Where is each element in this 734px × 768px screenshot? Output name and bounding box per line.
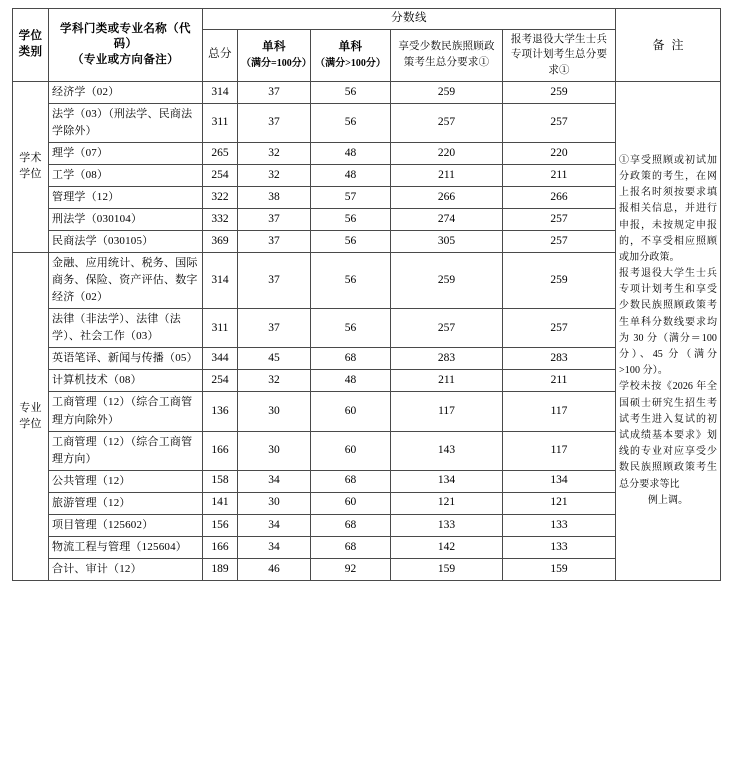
single-subject-gt100: 56 xyxy=(311,231,391,253)
minority-policy-total: 283 xyxy=(391,348,503,370)
single-subject-gt100: 68 xyxy=(311,536,391,558)
veteran-plan-total: 211 xyxy=(503,164,616,186)
degree-category-academic xyxy=(13,81,49,252)
header-row-top xyxy=(13,9,721,30)
header-subject-name-line2: （专业或方向备注） xyxy=(71,53,180,66)
total-score: 254 xyxy=(203,164,238,186)
minority-policy-total: 117 xyxy=(391,392,503,431)
header-degree-category xyxy=(13,9,49,82)
table-row xyxy=(13,536,721,558)
single-subject-eq100: 30 xyxy=(238,431,311,470)
table-row xyxy=(13,81,721,103)
total-score: 332 xyxy=(203,209,238,231)
table-row xyxy=(13,187,721,209)
single-subject-gt100: 60 xyxy=(311,392,391,431)
single-subject-eq100: 37 xyxy=(238,231,311,253)
subject-name: 工商管理（12）（综合工商管理方向除外） xyxy=(49,392,203,431)
degree-category-academic-line1: 学术 xyxy=(19,152,42,165)
single-subject-gt100: 68 xyxy=(311,470,391,492)
subject-name: 法学（03）（刑法学、民商法学除外） xyxy=(49,103,203,142)
veteran-plan-total: 134 xyxy=(503,470,616,492)
single-subject-gt100: 92 xyxy=(311,558,391,580)
veteran-plan-total: 117 xyxy=(503,392,616,431)
degree-category-professional-line2: 学位 xyxy=(19,417,42,430)
single-subject-eq100: 37 xyxy=(238,103,311,142)
remarks-body xyxy=(619,153,717,509)
veteran-plan-total: 283 xyxy=(503,348,616,370)
single-subject-eq100: 34 xyxy=(238,470,311,492)
table-row xyxy=(13,209,721,231)
header-degree-category-line1: 学位 xyxy=(18,30,43,43)
remarks-paragraph-4: 例上调。 xyxy=(647,494,689,506)
veteran-plan-total: 220 xyxy=(503,142,616,164)
header-single-subject-eq100-main: 单科 xyxy=(262,41,286,54)
table-row xyxy=(13,470,721,492)
total-score: 314 xyxy=(203,253,238,309)
table-row xyxy=(13,231,721,253)
table-row xyxy=(13,431,721,470)
remarks-paragraph-1: ①享受照顾或初试加分政策的考生，在网上报名时须按要求填报相关信息，并进行申报，未按规定申报的，不享受相应照顾或加分政策。 xyxy=(619,154,718,263)
table-row xyxy=(13,103,721,142)
minority-policy-total: 159 xyxy=(391,558,503,580)
subject-name: 合计、审计（12） xyxy=(49,558,203,580)
minority-policy-total: 257 xyxy=(391,103,503,142)
single-subject-gt100: 48 xyxy=(311,164,391,186)
veteran-plan-total: 117 xyxy=(503,431,616,470)
subject-name: 经济学（02） xyxy=(49,81,203,103)
total-score: 322 xyxy=(203,187,238,209)
subject-name: 工商管理（12）（综合工商管理方向） xyxy=(49,431,203,470)
single-subject-gt100: 68 xyxy=(311,348,391,370)
single-subject-eq100: 32 xyxy=(238,164,311,186)
minority-policy-total: 305 xyxy=(391,231,503,253)
veteran-plan-total: 159 xyxy=(503,558,616,580)
table-body xyxy=(13,81,721,580)
single-subject-eq100: 30 xyxy=(238,392,311,431)
veteran-plan-total: 257 xyxy=(503,231,616,253)
header-degree-category-line2: 类别 xyxy=(18,45,43,58)
minority-policy-total: 274 xyxy=(391,209,503,231)
degree-category-academic-line2: 学位 xyxy=(19,167,42,180)
table-header xyxy=(13,9,721,82)
score-line-table-container xyxy=(12,8,720,581)
minority-policy-total: 134 xyxy=(391,470,503,492)
single-subject-eq100: 32 xyxy=(238,142,311,164)
remarks-paragraph-2: 报考退役大学生士兵专项计划考生和享受少数民族照顾政策考生单科分数线要求均为 30 分（满分＝100 分）、45 分（满分>100 分）。 xyxy=(619,268,718,377)
total-score: 265 xyxy=(203,142,238,164)
veteran-plan-total: 133 xyxy=(503,514,616,536)
subject-name: 管理学（12） xyxy=(49,187,203,209)
header-single-subject-gt100-main: 单科 xyxy=(338,41,363,54)
total-score: 166 xyxy=(203,536,238,558)
header-subject-name xyxy=(49,9,203,82)
veteran-plan-total: 257 xyxy=(503,103,616,142)
header-single-subject-gt100-sub: （满分>100分） xyxy=(315,57,386,69)
header-minority-policy-total: 享受少数民族照顾政策考生总分要求① xyxy=(391,29,503,81)
header-total-score: 总分 xyxy=(203,29,238,81)
table-row xyxy=(13,142,721,164)
minority-policy-total: 133 xyxy=(391,514,503,536)
table-row xyxy=(13,309,721,348)
subject-name: 理学（07） xyxy=(49,142,203,164)
single-subject-gt100: 56 xyxy=(311,309,391,348)
total-score: 141 xyxy=(203,492,238,514)
total-score: 136 xyxy=(203,392,238,431)
single-subject-eq100: 38 xyxy=(238,187,311,209)
veteran-plan-total: 266 xyxy=(503,187,616,209)
minority-policy-total: 211 xyxy=(391,370,503,392)
degree-category-professional xyxy=(13,253,49,581)
minority-policy-total: 143 xyxy=(391,431,503,470)
single-subject-gt100: 48 xyxy=(311,370,391,392)
single-subject-eq100: 37 xyxy=(238,81,311,103)
single-subject-gt100: 56 xyxy=(311,209,391,231)
veteran-plan-total: 259 xyxy=(503,81,616,103)
subject-name: 物流工程与管理（125604） xyxy=(49,536,203,558)
minority-policy-total: 142 xyxy=(391,536,503,558)
subject-name: 法律（非法学）、法律（法学）、社会工作（03） xyxy=(49,309,203,348)
subject-name: 计算机技术（08） xyxy=(49,370,203,392)
single-subject-gt100: 60 xyxy=(311,492,391,514)
header-single-subject-eq100 xyxy=(238,29,311,81)
subject-name: 项目管理（125602） xyxy=(49,514,203,536)
total-score: 156 xyxy=(203,514,238,536)
single-subject-eq100: 37 xyxy=(238,253,311,309)
total-score: 189 xyxy=(203,558,238,580)
single-subject-gt100: 56 xyxy=(311,81,391,103)
single-subject-gt100: 48 xyxy=(311,142,391,164)
header-veteran-plan-total: 报考退役大学生士兵专项计划考生总分要求① xyxy=(503,29,616,81)
veteran-plan-total: 211 xyxy=(503,370,616,392)
admission-score-line-table xyxy=(12,8,721,581)
degree-category-professional-line1: 专业 xyxy=(19,401,42,414)
single-subject-eq100: 46 xyxy=(238,558,311,580)
subject-name: 公共管理（12） xyxy=(49,470,203,492)
minority-policy-total: 220 xyxy=(391,142,503,164)
total-score: 158 xyxy=(203,470,238,492)
subject-name: 旅游管理（12） xyxy=(49,492,203,514)
subject-name: 英语笔译、新闻与传播（05） xyxy=(49,348,203,370)
header-remarks: 备注 xyxy=(616,9,721,82)
minority-policy-total: 259 xyxy=(391,253,503,309)
veteran-plan-total: 133 xyxy=(503,536,616,558)
table-row xyxy=(13,164,721,186)
table-row xyxy=(13,370,721,392)
table-row xyxy=(13,514,721,536)
single-subject-eq100: 37 xyxy=(238,309,311,348)
single-subject-eq100: 34 xyxy=(238,514,311,536)
header-score-line-group: 分数线 xyxy=(203,9,616,30)
total-score: 166 xyxy=(203,431,238,470)
total-score: 369 xyxy=(203,231,238,253)
total-score: 254 xyxy=(203,370,238,392)
single-subject-eq100: 45 xyxy=(238,348,311,370)
table-row xyxy=(13,392,721,431)
single-subject-eq100: 37 xyxy=(238,209,311,231)
single-subject-gt100: 60 xyxy=(311,431,391,470)
table-row xyxy=(13,253,721,309)
single-subject-gt100: 57 xyxy=(311,187,391,209)
subject-name: 金融、应用统计、税务、国际商务、保险、资产评估、数字经济（02） xyxy=(49,253,203,309)
minority-policy-total: 257 xyxy=(391,309,503,348)
veteran-plan-total: 257 xyxy=(503,309,616,348)
remarks-paragraph-3: 学校未按《2026 年全国硕士研究生招生考试考生进入复试的初试成绩基本要求》划线的专业对应享受少数民族照顾政策考生总分要求等比 xyxy=(619,381,718,490)
minority-policy-total: 266 xyxy=(391,187,503,209)
subject-name: 工学（08） xyxy=(49,164,203,186)
veteran-plan-total: 121 xyxy=(503,492,616,514)
veteran-plan-total: 259 xyxy=(503,253,616,309)
minority-policy-total: 211 xyxy=(391,164,503,186)
single-subject-eq100: 34 xyxy=(238,536,311,558)
header-subject-name-line1: 学科门类或专业名称（代码） xyxy=(60,22,191,51)
single-subject-gt100: 68 xyxy=(311,514,391,536)
total-score: 314 xyxy=(203,81,238,103)
total-score: 344 xyxy=(203,348,238,370)
single-subject-eq100: 32 xyxy=(238,370,311,392)
single-subject-eq100: 30 xyxy=(238,492,311,514)
subject-name: 刑法学（030104） xyxy=(49,209,203,231)
total-score: 311 xyxy=(203,309,238,348)
table-row xyxy=(13,492,721,514)
minority-policy-total: 121 xyxy=(391,492,503,514)
table-row xyxy=(13,348,721,370)
total-score: 311 xyxy=(203,103,238,142)
minority-policy-total: 259 xyxy=(391,81,503,103)
header-single-subject-gt100 xyxy=(311,29,391,81)
remarks-cell xyxy=(616,81,721,580)
table-row xyxy=(13,558,721,580)
header-single-subject-eq100-sub: （满分=100分） xyxy=(241,57,312,69)
single-subject-gt100: 56 xyxy=(311,253,391,309)
single-subject-gt100: 56 xyxy=(311,103,391,142)
subject-name: 民商法学（030105） xyxy=(49,231,203,253)
veteran-plan-total: 257 xyxy=(503,209,616,231)
